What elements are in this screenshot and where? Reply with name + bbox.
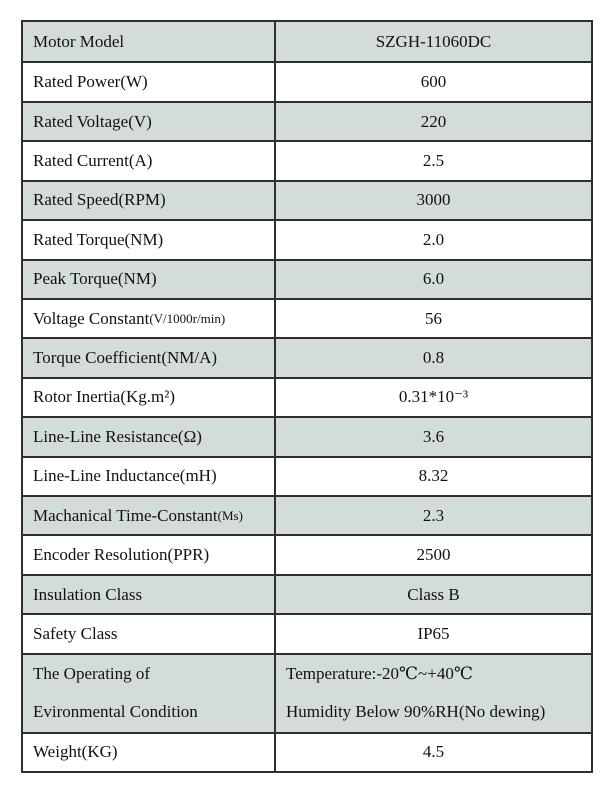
param-label-text: Safety Class [33, 624, 118, 644]
param-label-unit-text: (Ms) [217, 507, 243, 523]
param-value-cell [276, 221, 591, 258]
param-label-cell [23, 497, 276, 534]
param-label-unit-text: (V/1000r/min) [149, 310, 226, 326]
param-label-cell [23, 261, 276, 298]
param-label-cell [23, 300, 276, 337]
param-value-text: 2.3 [422, 505, 445, 525]
param-value-line1-text: Temperature:-20℃~+40℃ [286, 663, 473, 683]
param-value-text: 8.32 [418, 466, 449, 486]
param-label-text: Encoder Resolution(PPR) [33, 545, 210, 565]
table-row [23, 22, 591, 61]
param-label-cell [23, 142, 276, 179]
param-label-text: Line-Line Inductance(mH) [33, 466, 217, 486]
param-value-text: 6.0 [422, 269, 445, 289]
table-row [23, 574, 591, 613]
param-value-text: 2.0 [422, 229, 445, 249]
param-value-cell [276, 655, 591, 732]
table-row [23, 416, 591, 455]
motor-spec-table [21, 20, 593, 773]
param-value-text: Class B [407, 584, 460, 604]
param-label-line1-text: The Operating of [33, 663, 151, 683]
param-label-text: Rated Voltage(V) [33, 111, 152, 131]
param-value-cell [276, 63, 591, 100]
param-label-text: Rated Current(A) [33, 150, 153, 170]
param-label-text: Rotor Inertia(Kg.m²) [33, 387, 176, 407]
param-label-cell [23, 734, 276, 771]
param-label-cell [23, 458, 276, 495]
param-label-cell [23, 22, 276, 61]
param-label-text: Peak Torque(NM) [33, 269, 157, 289]
param-value-text: 56 [425, 308, 442, 328]
param-value-cell [276, 576, 591, 613]
param-value-cell [276, 300, 591, 337]
table-row [23, 298, 591, 337]
param-value-text: 0.31*10⁻³ [398, 387, 469, 407]
table-row [23, 456, 591, 495]
param-label-text: Weight(KG) [33, 742, 118, 762]
param-value-cell [276, 142, 591, 179]
param-value-cell [276, 379, 591, 416]
param-value-text: 220 [420, 111, 447, 131]
param-value-text: 2.5 [422, 150, 445, 170]
param-label-text: Rated Torque(NM) [33, 229, 164, 249]
param-label-line2-text: Evironmental Condition [33, 702, 198, 722]
param-value-cell [276, 418, 591, 455]
table-row [23, 534, 591, 573]
param-label-text: Motor Model [33, 31, 125, 51]
table-row [23, 377, 591, 416]
param-value-text: SZGH-11060DC [375, 31, 492, 51]
param-value-cell [276, 615, 591, 652]
param-value-text: 4.5 [422, 742, 445, 762]
param-value-text: IP65 [417, 624, 450, 644]
param-label-cell [23, 655, 276, 732]
param-value-text: 2500 [416, 545, 451, 565]
param-value-cell [276, 103, 591, 140]
param-value-cell [276, 182, 591, 219]
table-row [23, 732, 591, 771]
param-value-text: 0.8 [422, 348, 445, 368]
table-row [23, 101, 591, 140]
param-label-cell [23, 418, 276, 455]
table-row [23, 180, 591, 219]
param-value-cell [276, 339, 591, 376]
param-label-cell [23, 182, 276, 219]
param-label-cell [23, 379, 276, 416]
param-label-cell [23, 536, 276, 573]
param-value-text: 3.6 [422, 426, 445, 446]
table-row [23, 613, 591, 652]
param-value-cell [276, 458, 591, 495]
table-row [23, 337, 591, 376]
param-label-cell [23, 103, 276, 140]
param-value-cell [276, 22, 591, 61]
table-row [23, 495, 591, 534]
param-label-text: Voltage Constant [33, 308, 150, 328]
param-value-cell [276, 261, 591, 298]
param-value-cell [276, 536, 591, 573]
param-label-cell [23, 63, 276, 100]
param-label-cell [23, 339, 276, 376]
param-label-cell [23, 576, 276, 613]
table-row [23, 61, 591, 100]
param-value-text: 3000 [416, 190, 451, 210]
param-label-text: Rated Speed(RPM) [33, 190, 166, 210]
param-label-text: Rated Power(W) [33, 72, 148, 92]
table-row-environment [23, 653, 591, 732]
table-row [23, 140, 591, 179]
param-value-line2-text: Humidity Below 90%RH(No dewing) [286, 702, 546, 722]
table-row [23, 219, 591, 258]
param-label-text: Machanical Time-Constant [33, 505, 218, 525]
param-label-text: Line-Line Resistance(Ω) [33, 426, 202, 446]
param-label-cell [23, 615, 276, 652]
param-label-text: Torque Coefficient(NM/A) [33, 348, 218, 368]
param-value-cell [276, 734, 591, 771]
table-row [23, 259, 591, 298]
param-value-cell [276, 497, 591, 534]
param-label-cell [23, 221, 276, 258]
param-value-text: 600 [420, 72, 447, 92]
param-label-text: Insulation Class [33, 584, 143, 604]
